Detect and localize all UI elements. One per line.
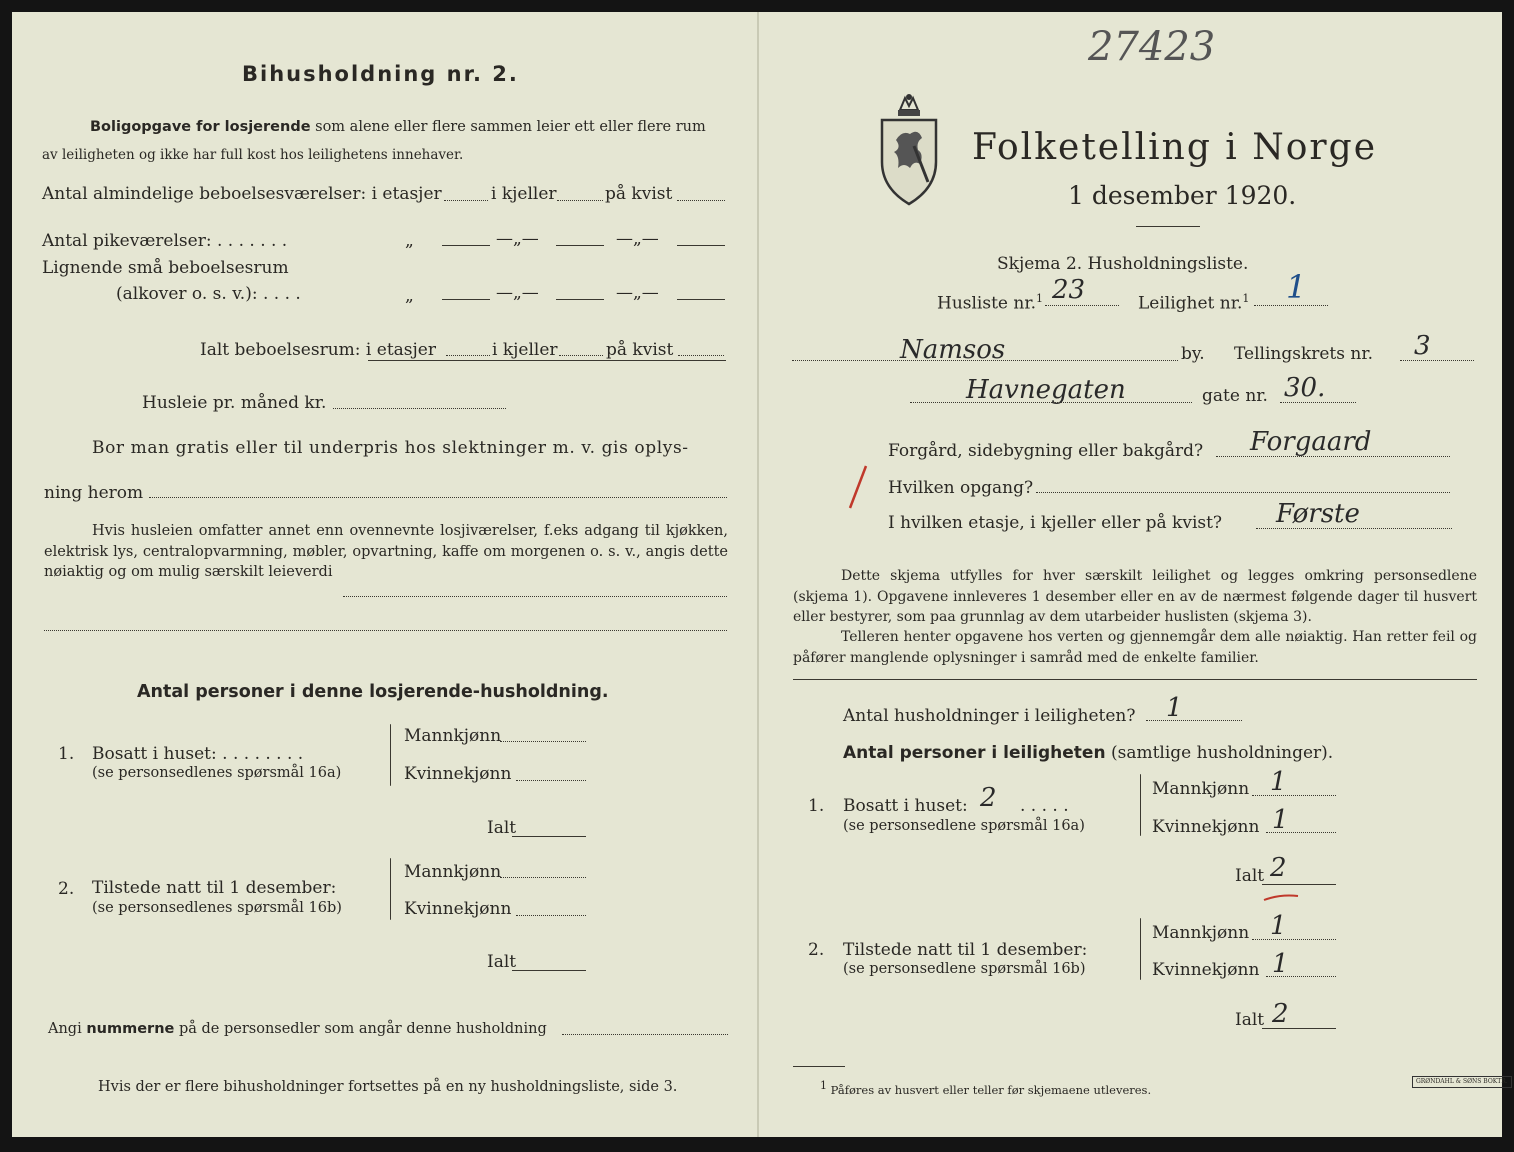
by-label: by. [1181,344,1205,364]
lignende-label: Lignende små beboelsesrum [42,258,289,278]
antal-hush-label: Antal husholdninger i leiligheten? [843,706,1136,726]
printer-mark: GRØNDAHL & SØNS BOKTR. [1412,1076,1512,1088]
ialt-label: Ialt [1235,1010,1265,1030]
title-rule [1136,226,1200,227]
footnote-ref: 1 [1036,292,1044,305]
antal-hush-field[interactable] [1146,720,1242,721]
q1-mann-field[interactable] [500,741,586,742]
q1-number: 1. [808,796,825,816]
q1-number: 1. [58,744,75,764]
kjeller-label: i kjeller [492,340,558,360]
skjema-label: Skjema 2. Husholdningsliste. [997,254,1249,274]
q1-mann-value: 1 [1270,767,1287,797]
pike-kjeller-field[interactable] [556,245,604,246]
street-value: Havnegaten [966,375,1126,405]
forgaard-field[interactable] [1216,456,1450,457]
red-pencil-mark-icon [846,462,870,512]
intro-bold: Boligopgave for losjerende [90,119,311,135]
leieverdi-field-2[interactable] [44,630,727,631]
forgaard-label: Forgård, sidebygning eller bakgård? [888,441,1204,461]
q2-number: 2. [58,879,75,899]
ditto-mark: „ [405,231,414,251]
instruction-1: Dette skjema utfylles for hver særskilt leilighet og legges omkring personsedlene (skjema 1). Opgavene innleveres 1 desember eller en av de nærmest følgende dager til husvert eller bestyrer, som paa grunnlag av dem utarbeider huslisten (skjema 3). [793,568,1477,625]
q2-kvinne-field[interactable] [1266,976,1336,977]
q2-kvinne-field[interactable] [516,915,586,916]
q2-ialt-field[interactable] [512,970,586,971]
etasje-field[interactable] [1256,528,1452,529]
intro-line2: av leiligheten og ikke har full kost hos leilighetens innehaver. [42,147,464,163]
page-fold [757,12,759,1137]
angi-rest: på de personsedler som angår denne husholdning [178,1021,547,1037]
kvist-label: på kvist [606,340,674,360]
ialt-label: Ialt [487,818,517,838]
q1-sub: (se personsedlenes spørsmål 16a) [92,765,342,781]
census-date: 1 desember 1920. [1068,181,1297,210]
instruction-2: Telleren henter opgavene hos verten og gjennemgår dem alle nøiaktig. Han retter feil og påfører manglende oplysninger i samråd med de enkelte familier. [793,629,1477,666]
main-title: Folketelling i Norge [972,127,1377,168]
leilighet-field[interactable] [1254,305,1328,306]
brace [390,724,391,786]
q1-ialt-field[interactable] [1262,884,1336,885]
mann-label: Mannkjønn [404,726,502,746]
angi-pre: Angi [48,1021,82,1037]
street-field[interactable] [910,402,1192,403]
ditto-dash: —„— [496,229,539,249]
town-field[interactable] [792,360,1178,361]
opgang-label: Hvilken opgang? [888,478,1034,498]
q1-sub: (se personsedlene spørsmål 16a) [843,818,1085,834]
footnote-ref: 1 [1242,292,1250,305]
ialt-etasjer-field[interactable] [446,355,490,356]
antal-pike-label: Antal pikeværelser: . . . . . . . [42,231,288,251]
ditto-mark: „ [405,286,414,306]
q1-dots: . . . . . [1020,796,1069,816]
angi-field[interactable] [562,1034,728,1035]
etasje-label: I hvilken etasje, i kjeller eller på kvist? [888,513,1223,533]
q2-mann-value: 1 [1270,911,1287,941]
q2-label: Tilstede natt til 1 desember: [92,878,337,898]
town-value: Namsos [900,335,1006,365]
husleie-label: Husleie pr. måned kr. [142,393,327,413]
antal-hush-value: 1 [1166,693,1183,723]
ditto-dash: —„— [496,283,539,303]
q2-label: Tilstede natt til 1 desember: [843,940,1088,960]
kjeller-label: i kjeller [491,184,557,204]
gate-value: 30. [1284,373,1326,403]
brace [390,858,391,920]
herom-field[interactable] [149,497,727,498]
brace [1140,774,1141,836]
pike-etasjer-field[interactable] [442,245,490,246]
ning-herom-label: ning herom [44,483,144,503]
q1-kvinne-field[interactable] [1266,832,1336,833]
kjeller-field[interactable] [557,200,603,201]
q2-mann-field[interactable] [1252,939,1336,940]
husliste-field[interactable] [1045,305,1119,306]
ialt-label: Ialt [1235,866,1265,886]
kvinne-label: Kvinnekjønn [1152,817,1260,837]
section-rule [793,679,1477,680]
antal-personer-heading: Antal personer i denne losjerende-husholdning. [137,682,609,702]
leilighet-label: Leilighet nr. [1138,293,1243,314]
husleie-field[interactable] [333,408,506,409]
ialt-label: Ialt [487,952,517,972]
q2-sub: (se personsedlenes spørsmål 16b) [92,900,342,916]
q2-sub: (se personsedlene spørsmål 16b) [843,961,1086,977]
gate-label: gate nr. [1202,386,1268,406]
red-pencil-underline-icon [1262,892,1302,904]
left-footer: Hvis der er flere bihusholdninger fortsettes på en ny husholdningsliste, side 3. [98,1079,678,1095]
tellingskrets-label: Tellingskrets nr. [1234,344,1374,364]
ialt-kjeller-field[interactable] [559,355,603,356]
kvinne-label: Kvinnekjønn [404,764,512,784]
alkover-kvist-field[interactable] [677,299,725,300]
norway-coat-of-arms-icon [874,92,944,208]
husliste-value: 23 [1052,275,1086,305]
kvinne-label: Kvinnekjønn [404,899,512,919]
footnote-text: Påføres av husvert eller teller før skjemaene utleveres. [830,1082,1152,1097]
husliste-label: Husliste nr. [937,293,1037,314]
q1-ialt-field[interactable] [512,836,586,837]
hvis-husleien-text: Hvis husleien omfatter annet enn ovennevnte losjiværelser, f.eks adgang til kjøkken, elektrisk lys, centralopvarmning, møbler, opvartning, kaffe om morgenen o. s. v., angis dette nøiaktig og om mulig særskilt leieverdi [44,523,728,580]
pike-kvist-field[interactable] [677,245,725,246]
alkover-etasjer-field[interactable] [442,299,490,300]
q2-mann-field[interactable] [500,877,586,878]
leieverdi-field[interactable] [343,596,727,597]
gate-field[interactable] [1280,402,1356,403]
q1-value: 2 [980,783,997,813]
tellingskrets-value: 3 [1414,331,1431,361]
opgang-field[interactable] [1036,492,1450,493]
q2-number: 2. [808,940,825,960]
q1-ialt-value: 2 [1270,853,1287,883]
ialt-beboelse-label: Ialt beboelsesrum: i etasjer [200,340,436,360]
archive-number: 27423 [1088,24,1216,70]
q1-kvinne-field[interactable] [516,780,586,781]
kvist-field[interactable] [677,200,725,201]
angi-bold: nummerne [86,1021,175,1037]
q2-kvinne-value: 1 [1272,949,1289,979]
ditto-dash: —„— [616,229,659,249]
footnote-rule [793,1066,845,1067]
kvist-label: på kvist [605,184,673,204]
etasje-value: Første [1276,499,1360,529]
kvinne-label: Kvinnekjønn [1152,960,1260,980]
left-title: Bihusholdning nr. 2. [242,62,519,86]
mann-label: Mannkjønn [404,862,502,882]
q2-ialt-field[interactable] [1262,1028,1336,1029]
mann-label: Mannkjønn [1152,779,1250,799]
q2-ialt-value: 2 [1272,999,1289,1029]
q1-kvinne-value: 1 [1272,805,1289,835]
leilighet-value: 1 [1286,268,1307,306]
q1-label: Bosatt i huset: . . . . . . . . [92,744,304,764]
bor-man-text: Bor man gratis eller til underpris hos slektninger m. v. gis oplys- [92,438,689,458]
ialt-kvist-field[interactable] [678,355,724,356]
etasjer-field[interactable] [444,200,488,201]
ditto-dash: —„— [616,283,659,303]
q1-mann-field[interactable] [1252,795,1336,796]
q1-label: Bosatt i huset: [843,796,968,816]
intro-rest: som alene eller flere sammen leier ett eller flere rum [315,119,706,135]
tellingskrets-field[interactable] [1400,360,1474,361]
footnote-number: 1 [820,1079,827,1092]
brace [1140,918,1141,980]
alkover-kjeller-field[interactable] [556,299,604,300]
antal-alm-label: Antal almindelige beboelsesværelser: i etasjer [42,184,442,204]
forgaard-value: Forgaard [1250,427,1372,457]
alkover-label: (alkover o. s. v.): . . . . [116,284,301,304]
ialt-underline [368,360,726,361]
antal-pers-bold: Antal personer i leiligheten [843,743,1106,763]
antal-pers-rest: (samtlige husholdninger). [1110,743,1334,763]
mann-label: Mannkjønn [1152,923,1250,943]
